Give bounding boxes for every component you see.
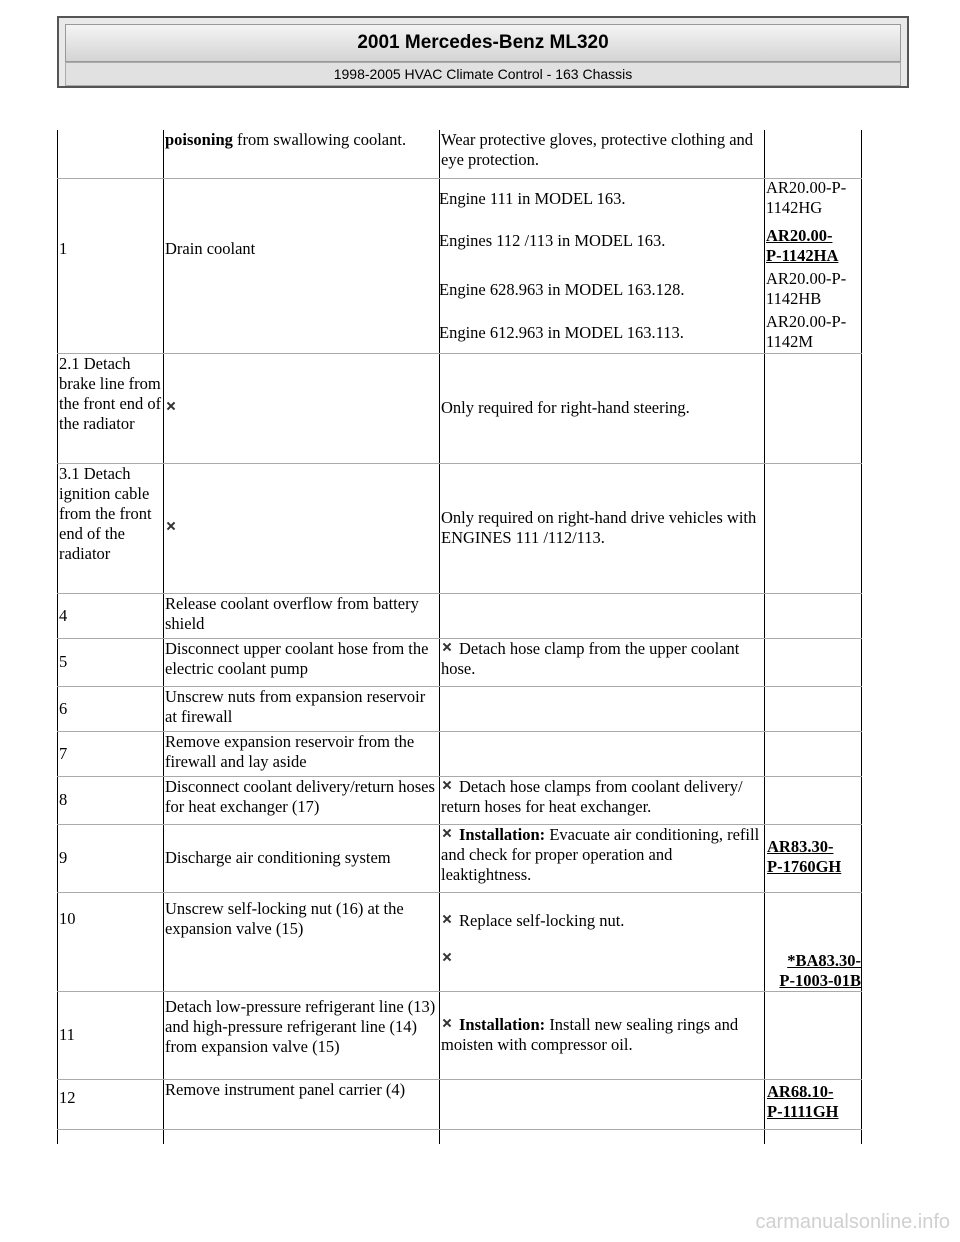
reference-link[interactable]: P-1003-01B: [779, 970, 861, 990]
image-placeholder-icon: [441, 641, 455, 655]
step-cell: 5: [58, 638, 164, 686]
step-cell: 2.1 Detach brake line from the front end of the radiator: [58, 353, 164, 463]
action-cell: Detach low-pressure refrigerant line (13) and high-pressure refrigerant line (14) from expansion valve (15): [164, 991, 440, 1079]
reference-link[interactable]: P-1111GH: [767, 1101, 839, 1121]
reference-link[interactable]: 1142HB: [766, 289, 822, 308]
reference-link[interactable]: 1142M: [766, 332, 814, 351]
table-row: [58, 353, 862, 463]
ref-cell: [765, 892, 862, 991]
table-row: [58, 824, 862, 892]
note-cell: Wear protective gloves, protective clothing and eye protection.: [440, 130, 765, 178]
step-cell: 4: [58, 593, 164, 638]
step-cell: 8: [58, 776, 164, 824]
document-title: 2001 Mercedes-Benz ML320: [65, 24, 901, 62]
ref-cell: [765, 824, 862, 892]
action-cell: Disconnect upper coolant hose from the electric coolant pump: [164, 638, 440, 686]
image-placeholder-icon: [441, 827, 455, 841]
note-cell: Detach hose clamps from coolant delivery/ return hoses for heat exchanger.: [440, 776, 765, 824]
action-cell: Release coolant overflow from battery shield: [164, 593, 440, 638]
table-row: [58, 638, 862, 686]
image-placeholder-icon: [165, 520, 179, 534]
step-cell: 10: [58, 892, 164, 991]
image-placeholder-icon: [441, 779, 455, 793]
image-placeholder-icon: [165, 400, 179, 414]
document-header: [57, 16, 909, 88]
table-row: [58, 593, 862, 638]
reference-link[interactable]: AR20.00-P-: [766, 178, 847, 197]
step-cell: 12: [58, 1079, 164, 1129]
reference-link[interactable]: AR20.00-P-: [766, 269, 847, 288]
table-row: [58, 463, 862, 593]
step-cell: 6: [58, 686, 164, 731]
reference-link[interactable]: AR20.00-: [766, 226, 833, 245]
step-cell: 11: [58, 991, 164, 1079]
watermark: carmanualsonline.info: [755, 1211, 950, 1233]
action-cell: Discharge air conditioning system: [164, 824, 440, 892]
reference-link[interactable]: AR68.10-: [767, 1081, 834, 1101]
note-cell: Installation: Install new sealing rings and moisten with compressor oil.: [440, 991, 765, 1079]
icon-cell: [164, 463, 440, 593]
reference-link[interactable]: P-1142HA: [766, 246, 839, 265]
ref-cell: [765, 1079, 862, 1129]
note-cell: Only required for right-hand steering.: [440, 353, 765, 463]
step-cell: 9: [58, 824, 164, 892]
step-cell: 7: [58, 731, 164, 776]
table-row: [58, 892, 862, 991]
table-row: [58, 1129, 862, 1144]
action-cell: Unscrew self-locking nut (16) at the expansion valve (15): [164, 892, 440, 991]
note-cell: Only required on right-hand drive vehicles with ENGINES 111 /112/113.: [440, 463, 765, 593]
document-subtitle: 1998-2005 HVAC Climate Control - 163 Chassis: [65, 62, 901, 86]
action-cell: poisoning from swallowing coolant.: [164, 130, 440, 178]
note-cell: Detach hose clamp from the upper coolant hose.: [440, 638, 765, 686]
reference-link[interactable]: AR83.30-: [767, 836, 834, 856]
table-row: [58, 686, 862, 731]
action-cell: Remove expansion reservoir from the firewall and lay aside: [164, 731, 440, 776]
action-cell: Disconnect coolant delivery/return hoses for heat exchanger (17): [164, 776, 440, 824]
reference-link[interactable]: *BA83.30-: [787, 950, 861, 970]
image-placeholder-icon: [441, 1017, 455, 1031]
note-cell: Installation: Evacuate air conditioning, refill and check for proper operation and leaktightness.: [440, 824, 765, 892]
table-row: [58, 1079, 862, 1129]
step-cell: 3.1 Detach ignition cable from the front end of the radiator: [58, 463, 164, 593]
step-cell: 1: [58, 178, 164, 353]
table-row: [58, 991, 862, 1079]
icon-cell: [164, 353, 440, 463]
table-row: [58, 776, 862, 824]
note-cell: Replace self-locking nut.: [440, 892, 765, 991]
image-placeholder-icon: [441, 913, 455, 927]
image-placeholder-icon: [441, 951, 455, 965]
reference-link[interactable]: P-1760GH: [767, 856, 842, 876]
reference-link[interactable]: AR20.00-P-: [766, 312, 847, 331]
action-cell: Unscrew nuts from expansion reservoir at firewall: [164, 686, 440, 731]
action-cell: Remove instrument panel carrier (4): [164, 1079, 440, 1129]
reference-link[interactable]: 1142HG: [766, 198, 823, 217]
table-row: [58, 731, 862, 776]
action-cell: Drain coolant: [164, 178, 440, 353]
table-row: [58, 130, 862, 178]
